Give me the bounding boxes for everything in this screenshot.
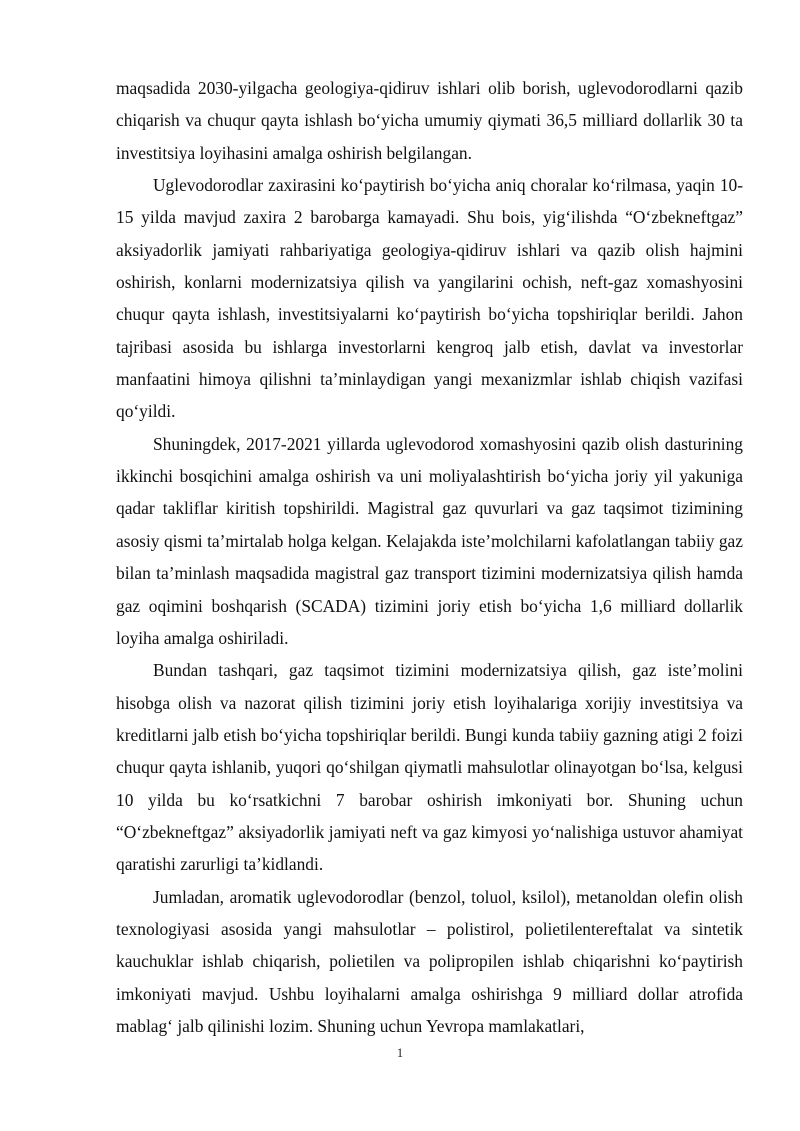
paragraph-hydrocarbon-reserves: Uglevodorodlar zaxirasini ko‘paytirish bo‘yicha aniq choralar ko‘rilmasa, yaqin 10-15 yilda mavjud zaxira 2 barobarga kamayadi. Shu bois, yig‘ilishda “O‘zbekneftgaz” aksiyadorlik jamiyati rahbariyatiga geologiya-qidiruv ishlari va qazib olish hajmini oshirish, konlarni modernizatsiya qilish va yangilarini ochish, neft-gaz xomashyosini chuqur qayta ishlash, investitsiyalarni ko‘paytirish bo‘yicha topshiriqlar berildi. Jahon tajribasi asosida bu ishlarga investorlarni kengroq jalb etish, davlat va investorlar manfaatini himoya qilishni ta’minlaydigan yangi mexanizmlar ishlab chiqish vazifasi qo‘yildi. bbox=[116, 175, 743, 422]
paragraph-petrochemicals: Jumladan, aromatik uglevodorodlar (benzol, toluol, ksilol), metanoldan olefin olish texnologiyasi asosida yangi mahsulotlar – polistirol, polietilentereftalat va sintetik kauchuklar ishlab chiqarish, polietilen va polipropilen ishlab chiqarishni ko‘paytirish imkoniyati mavjud. Ushbu loyihalarni amalga oshirishga 9 milliard dollar atrofida mablag‘ jalb qilinishi lozim. Shuning uchun Yevropa mamlakatlari, bbox=[116, 886, 743, 1036]
page-number: 1 bbox=[396, 1046, 404, 1060]
paragraph-gas-distribution: Bundan tashqari, gaz taqsimot tizimini modernizatsiya qilish, gaz iste’molini hisobga olish va nazorat qilish tizimini joriy etish loyihalariga xorijiy investitsiya va kreditlarni jalb etish bo‘yicha topshiriqlar berildi. Bungi kunda tabiiy gazning atigi 2 foizi chuqur qayta ishlanib, yuqori qo‘shilgan qiymatli mahsulotlar olinayotgan bo‘lsa, kelgusi 10 yilda bu ko‘rsatkichni 7 barobar oshirish imkoniyati bor. Shuning uchun “O‘zbekneftgaz” aksiyadorlik jamiyati neft va gaz kimyosi yo‘nalishiga ustuvor ahamiyat qaratishi zarurligi ta’kidlandi. bbox=[116, 660, 743, 875]
paragraph-gas-transport: Shuningdek, 2017-2021 yillarda uglevodorod xomashyosini qazib olish dasturining ikkinchi bosqichini amalga oshirish va uni moliyalashtirish bo‘yicha joriy yil yakuniga qadar takliflar kiritish topshirildi. Magistral gaz quvurlari va gaz taqsimot tizimining asosiy qismi ta’mirtalab holga kelgan. Kelajakda iste’molchilarni kafolatlangan tabiiy gaz bilan ta’minlash maqsadida magistral gaz transport tizimini modernizatsiya qilish hamda gaz oqimini boshqarish (SCADA) tizimini joriy etish bo‘yicha 1,6 milliard dollarlik loyiha amalga oshiriladi. bbox=[116, 433, 743, 648]
paragraph-continuation: maqsadida 2030-yilgacha geologiya-qidiruv ishlari olib borish, uglevodorodlarni qazib chiqarish va chuqur qayta ishlash bo‘yicha umumiy qiymati 36,5 milliard dollarlik 30 ta investitsiya loyihasini amalga oshirish belgilangan. bbox=[116, 78, 743, 163]
document-body bbox=[116, 72, 743, 1042]
